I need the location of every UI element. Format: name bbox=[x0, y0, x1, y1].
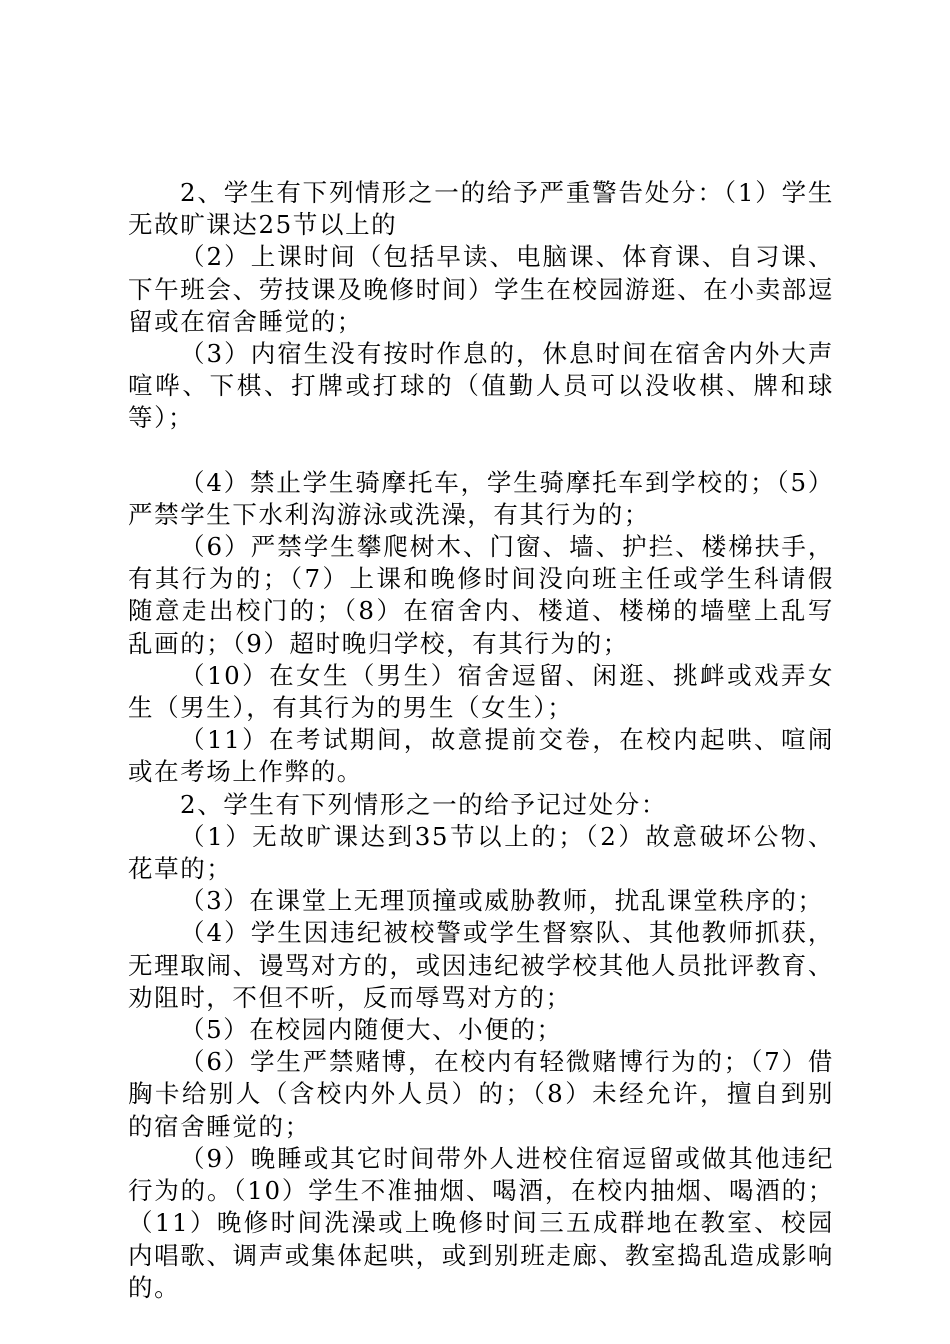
paragraph-item-2: （2）上课时间（包括早读、电脑课、体育课、自习课、下午班会、劳技课及晚修时间）学生在校园游逛、在小卖部逗留或在宿舍睡觉的； bbox=[128, 242, 834, 336]
paragraph-item-10: （10）在女生（男生）宿舍逗留、闲逛、挑衅或戏弄女生（男生），有其行为的男生（女生）； bbox=[128, 660, 834, 723]
paragraph-demerit-item-4: （4）学生因违纪被校警或学生督察队、其他教师抓获，无理取闹、谩骂对方的，或因违纪被学校其他人员批评教育、劝阻时，不但不听，反而辱骂对方的； bbox=[128, 918, 834, 1012]
paragraph-demerit-item-5: （5）在校园内随便大、小便的； bbox=[180, 1015, 563, 1045]
paragraph-item-6-9: （6）严禁学生攀爬树木、门窗、墙、护拦、楼梯扶手，有其行为的；（7）上课和晚修时间没向班主任或学生科请假随意走出校门的；（8）在宿舍内、楼道、楼梯的墙壁上乱写乱画的；（9）超时晚归学校，有其行为的； bbox=[128, 532, 834, 658]
paragraph-demerit-item-1-2: （1）无故旷课达到35节以上的；（2）故意破坏公物、花草的； bbox=[128, 821, 834, 884]
paragraph-item-4-5: （4）禁止学生骑摩托车，学生骑摩托车到学校的；（5）严禁学生下水利沟游泳或洗澡，有其行为的； bbox=[128, 467, 834, 529]
paragraph-serious-warning-intro: 2、学生有下列情形之一的给予严重警告处分：（1）学生无故旷课达25节以上的 bbox=[128, 178, 834, 240]
paragraph-demerit-item-3: （3）在课堂上无理顶撞或威胁教师，扰乱课堂秩序的； bbox=[180, 886, 824, 916]
paragraph-item-3: （3）内宿生没有按时作息的，休息时间在宿舍内外大声喧哗、下棋、打牌或打球的（值勤人员可以没收棋、牌和球等）； bbox=[128, 339, 834, 433]
paragraph-demerit-intro: 2、学生有下列情形之一的给予记过处分： bbox=[180, 789, 667, 819]
paragraph-item-11: （11）在考试期间，故意提前交卷，在校内起哄、喧闹或在考场上作弊的。 bbox=[128, 725, 834, 787]
paragraph-demerit-item-6-8: （6）学生严禁赌博，在校内有轻微赌博行为的；（7）借胸卡给别人（含校内外人员）的；（8）未经允许，擅自到别的宿舍睡觉的； bbox=[128, 1047, 834, 1141]
document-body bbox=[128, 177, 834, 1304]
paragraph-demerit-item-9-11: （9）晚睡或其它时间带外人进校住宿逗留或做其他违纪行为的。（10）学生不准抽烟、喝酒，在校内抽烟、喝酒的；（11）晚修时间洗澡或上晚修时间三五成群地在教室、校园内唱歌、调声或集体起哄，或到别班走廊、教室捣乱造成影响的。 bbox=[128, 1143, 834, 1302]
